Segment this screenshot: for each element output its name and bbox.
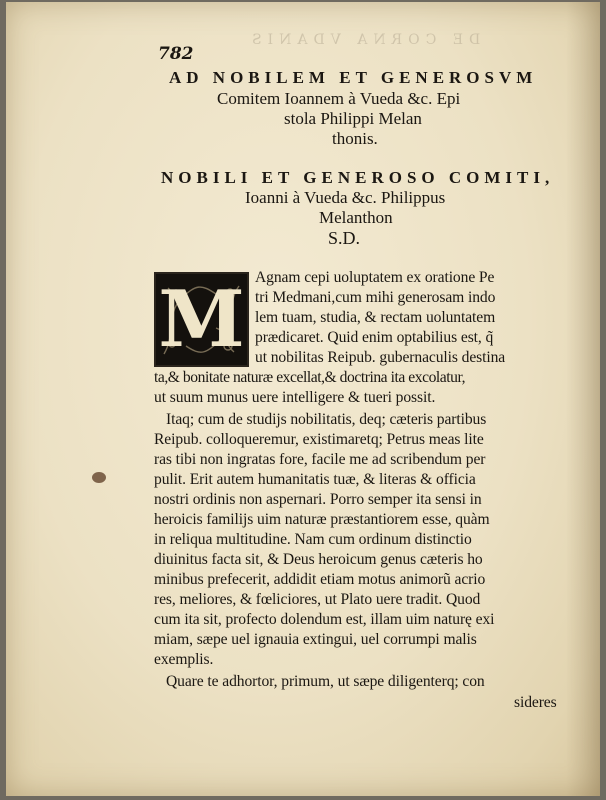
body-line-12: nostri ordinis non aspernari. Porro semper ita sensi in — [154, 491, 482, 508]
body-line-17: res, meliores, & fœliciores, ut Plato uere tradit. Quod — [154, 591, 481, 608]
body-line-6: ta,& bonitate naturæ excellat,& doctrina ita excolatur, — [154, 369, 466, 386]
ink-stain — [92, 472, 106, 483]
body-line-9: Reipub. colloqueremur, existimaretq; Petrus meas lite — [154, 431, 484, 448]
decorated-initial — [154, 272, 249, 367]
heading-line-1: AD NOBILEM ET GENEROSVM — [169, 68, 538, 87]
body-line-16: minibus prefecerit, addidit etiam motus animorũ acrio — [154, 571, 486, 588]
salutation-line-2: Ioanni à Vueda &c. Philippus — [245, 188, 446, 207]
heading-line-2: Comitem Ioannem à Vueda &c. Epi — [217, 89, 461, 108]
body-line-19: miam, sæpe uel ignauia extingui, uel corrumpi malis — [154, 631, 477, 648]
body-line-8: Itaq; cum de studijs nobilitatis, deq; cæteris partibus — [166, 411, 487, 428]
body-line-14: in reliqua multitudine. Nam cum ordinum distinctio — [154, 531, 472, 548]
heading-line-4: thonis. — [332, 129, 378, 148]
heading-line-3: stola Philippi Melan — [284, 109, 422, 128]
bleed-through-text: DE CORNA VDANIS — [246, 32, 481, 48]
initial-letter: M — [158, 273, 245, 365]
body-line-22: sideres — [514, 694, 557, 711]
page-gutter-shadow — [566, 2, 600, 796]
body-line-3: lem tuam, studia, & rectam uoluntatem — [255, 309, 496, 326]
body-line-2: tri Medmani,cum mihi generosam indo — [255, 289, 496, 306]
salutation-line-3: Melanthon — [319, 208, 393, 227]
body-line-11: pulit. Erit autem humanitatis tuæ, & literas & officia — [154, 471, 476, 488]
body-line-13: heroicis familijs uim naturæ præstantiorem esse, quàm — [154, 511, 490, 528]
salutation-line-1: NOBILI ET GENEROSO COMITI, — [161, 168, 555, 187]
body-line-10: ras tibi non ingratas fore, facile me ad scribendum per — [154, 451, 486, 468]
body-line-20: exemplis. — [154, 651, 214, 668]
body-line-1: Agnam cepi uoluptatem ex oratione Pe — [255, 269, 495, 286]
body-line-5: ut nobilitas Reipub. gubernaculis destina — [255, 349, 506, 366]
body-line-18: cum ita sit, profecto dolendum est, illam uim naturę exi — [154, 611, 495, 628]
book-page — [6, 2, 600, 796]
body-line-15: diuinitus facta sit, & Deus heroicum genus cæteris ho — [154, 551, 483, 568]
salutation-line-4: S.D. — [328, 228, 361, 248]
body-line-7: ut suum munus uere intelligere & tueri possit. — [154, 389, 436, 406]
page-number: 782 — [158, 44, 194, 64]
body-line-21: Quare te adhortor, primum, ut sæpe diligenterq; con — [166, 673, 485, 690]
body-line-4: prædicaret. Quid enim optabilius est, q̃ — [255, 329, 494, 346]
